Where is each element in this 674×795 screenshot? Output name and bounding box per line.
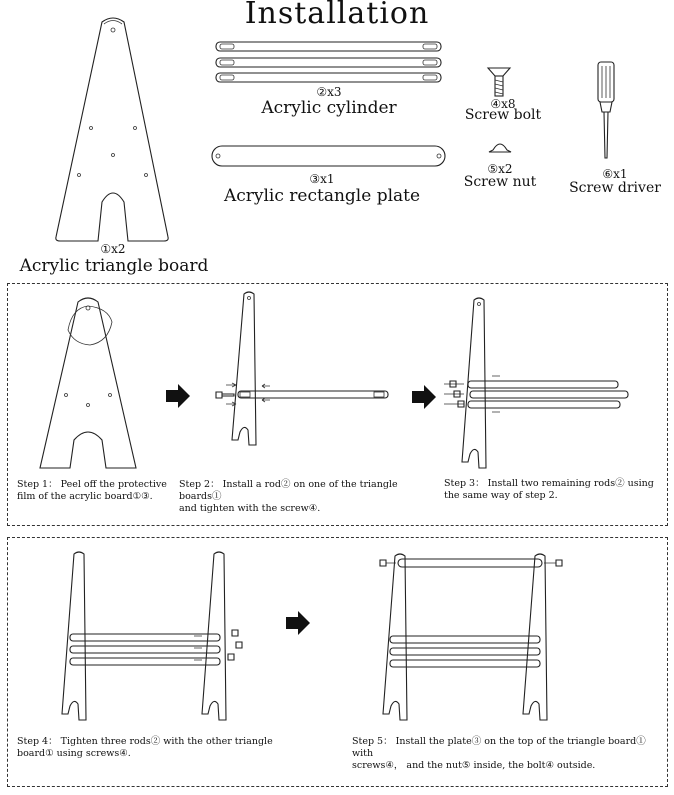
triangle-board-quantity: ①x2	[100, 242, 126, 256]
acrylic-plate-quantity: ③x1	[309, 172, 335, 186]
acrylic-cylinder-drawing	[216, 42, 441, 82]
step1-line2: film of the acrylic board①③.	[17, 491, 153, 502]
page-title: Installation	[244, 0, 430, 31]
screw-nut-drawing	[489, 144, 511, 152]
acrylic-plate-drawing	[212, 146, 445, 166]
screw-driver-drawing	[598, 62, 614, 158]
screw-nut-quantity: ⑤x2	[487, 162, 513, 176]
step5-text	[352, 736, 662, 772]
triangle-board-label: Acrylic triangle board	[19, 256, 209, 276]
acrylic-plate-label: Acrylic rectangle plate	[223, 186, 421, 206]
step4-line2: board① using screws④.	[17, 748, 131, 759]
screw-driver-quantity: ⑥x1	[602, 167, 628, 181]
step3-line2: the same way of step 2.	[444, 490, 558, 501]
screw-bolt-label: Screw bolt	[464, 107, 542, 123]
step2-line1: Step 2： Install a rod② on one of the triangle boards①	[179, 479, 398, 502]
step4-line1: Step 4： Tighten three rods② with the other triangle	[17, 736, 273, 747]
step1-line1: Step 1： Peel off the protective	[17, 479, 167, 490]
acrylic-cylinder-label: Acrylic cylinder	[261, 98, 397, 118]
acrylic-cylinder-quantity: ②x3	[316, 85, 342, 99]
screw-driver-label: Screw driver	[569, 180, 661, 196]
screw-nut-label: Screw nut	[463, 174, 537, 190]
step2-text	[179, 479, 439, 515]
step5-line1: Step 5： Install the plate③ on the top of the triangle board① with	[352, 736, 646, 759]
screw-bolt-drawing	[488, 68, 510, 96]
step1-text	[17, 479, 187, 503]
step3-text	[444, 478, 664, 502]
step3-line1: Step 3： Install two remaining rods② using	[444, 478, 654, 489]
step2-line2: and tighten with the screw④.	[179, 503, 321, 514]
triangle-board-drawing	[56, 18, 168, 241]
step4-text	[17, 736, 277, 760]
step5-line2: screws④， and the nut⑤ inside, the bolt④ outside.	[352, 760, 596, 771]
screw-bolt-quantity: ④x8	[490, 97, 516, 111]
